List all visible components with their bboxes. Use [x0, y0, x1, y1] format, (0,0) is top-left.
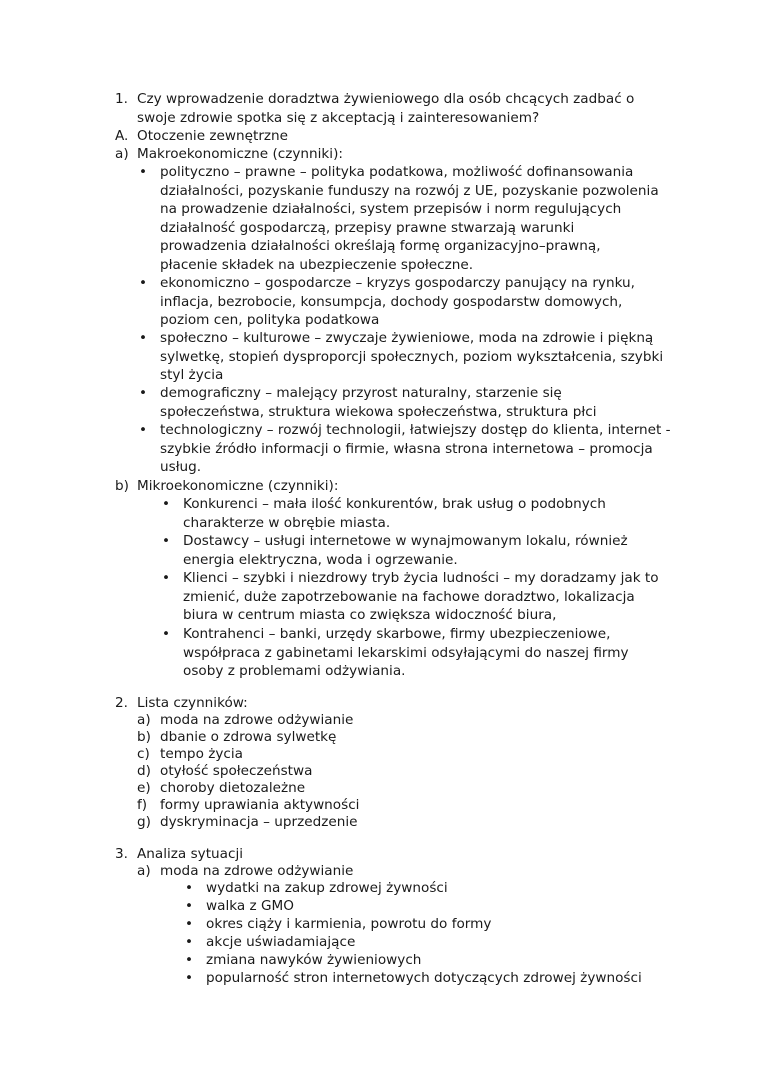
macro-item-demographic: demograficzny – malejący przyrost naturalny, starzenie się społeczeństwa, struktura wiekowa społeczeństwa, struktura płci: [160, 385, 597, 420]
bullet-icon: •: [139, 164, 148, 180]
q2-item: moda na zdrowe odżywianie: [160, 712, 354, 728]
bullet-icon: •: [185, 952, 194, 968]
micro-marker: b): [115, 478, 129, 494]
q2-item-marker: f): [137, 797, 148, 813]
q2-item: dyskryminacja – uprzedzenie: [160, 814, 358, 830]
q3-number: 3.: [115, 846, 128, 862]
macro-item-political: polityczno – prawne – polityka podatkowa, możliwość dofinansowania działalności, pozyskanie funduszy na rozwój z UE, pozyskanie pozwolenia na prowadzenie działalności, system przepisów i norm regulujących działalność gospodarczą, przepisy prawne stwarzają warunki prowadzenia działalności określają formę organizacyjno–prawną, płacenie składek na ubezpieczenie społeczne.: [160, 164, 659, 273]
bullet-icon: •: [185, 898, 194, 914]
bullet-icon: •: [162, 570, 171, 586]
q3-sub-title: moda na zdrowe odżywianie: [160, 863, 354, 879]
macro-marker: a): [115, 146, 129, 162]
q2-item: tempo życia: [160, 746, 243, 762]
q3-title: Analiza sytuacji: [137, 846, 244, 862]
q1-question-text: Czy wprowadzenie doradztwa żywieniowego dla osób chcących zadbać o swoje zdrowie spotka się z akceptacją i zainteresowaniem?: [137, 91, 635, 126]
q2-item: choroby dietozależne: [160, 780, 306, 796]
macro-item-social: społeczno – kulturowe – zwyczaje żywieniowe, moda na zdrowie i piękną sylwetkę, stopień dysproporcji społecznych, poziom wykształcenia, szybki styl życia: [160, 330, 664, 383]
q2-item-marker: c): [137, 746, 150, 762]
q2-item: formy uprawiania aktywności: [160, 797, 360, 813]
q3-bullet-item: okres ciąży i karmienia, powrotu do formy: [206, 916, 492, 932]
bullet-icon: •: [185, 934, 194, 950]
macro-title: Makroekonomiczne (czynniki):: [137, 146, 343, 162]
q3-sub-marker: a): [137, 863, 151, 879]
q2-item-marker: b): [137, 729, 151, 745]
bullet-icon: •: [185, 916, 194, 932]
bullet-icon: •: [185, 880, 194, 896]
macro-item-technological: technologiczny – rozwój technologii, łatwiejszy dostęp do klienta, internet - szybkie źródło informacji o firmie, własna strona internetowa – promocja usług.: [160, 422, 671, 475]
micro-item-suppliers: Dostawcy – usługi internetowe w wynajmowanym lokalu, również energia elektryczna, woda i ogrzewanie.: [183, 533, 628, 568]
bullet-icon: •: [139, 385, 148, 401]
section-a-marker: A.: [115, 128, 129, 144]
q2-item-marker: g): [137, 814, 151, 830]
q3-bullet-item: walka z GMO: [206, 898, 294, 914]
bullet-icon: •: [139, 422, 148, 438]
q2-item: otyłość społeczeństwa: [160, 763, 313, 779]
q3-bullet-item: zmiana nawyków żywieniowych: [206, 952, 422, 968]
q2-title: Lista czynników:: [137, 695, 248, 711]
q2-item: dbanie o zdrowa sylwetkę: [160, 729, 337, 745]
bullet-icon: •: [162, 626, 171, 642]
bullet-icon: •: [139, 275, 148, 291]
micro-item-contractors: Kontrahenci – banki, urzędy skarbowe, firmy ubezpieczeniowe, współpraca z gabinetami lekarskimi odsyłającymi do naszej firmy osoby z problemami odżywiania.: [183, 626, 629, 679]
macro-item-economic: ekonomiczno – gospodarcze – kryzys gospodarczy panujący na rynku, inflacja, bezrobocie, konsumpcja, dochody gospodarstw domowych, poziom cen, polityka podatkowa: [160, 275, 635, 328]
bullet-icon: •: [185, 970, 194, 986]
micro-item-clients: Klienci – szybki i niezdrowy tryb życia ludności – my doradzamy jak to zmienić, duże zapotrzebowanie na fachowe doradztwo, lokalizacja biura w centrum miasta co zwiększa widoczność biura,: [183, 570, 659, 623]
q2-item-marker: e): [137, 780, 151, 796]
q3-bullet-item: wydatki na zakup zdrowej żywności: [206, 880, 448, 896]
bullet-icon: •: [162, 496, 171, 512]
q2-item-marker: d): [137, 763, 151, 779]
q3-bullet-item: popularność stron internetowych dotyczących zdrowej żywności: [206, 970, 642, 986]
q2-item-marker: a): [137, 712, 151, 728]
bullet-icon: •: [139, 330, 148, 346]
micro-title: Mikroekonomiczne (czynniki):: [137, 478, 339, 494]
bullet-icon: •: [162, 533, 171, 549]
micro-item-competitors: Konkurenci – mała ilość konkurentów, brak usług o podobnych charakterze w obrębie miasta.: [183, 496, 606, 531]
q2-number: 2.: [115, 695, 128, 711]
q1-number: 1.: [115, 91, 128, 107]
section-a-title: Otoczenie zewnętrzne: [137, 128, 289, 144]
q3-bullet-item: akcje uświadamiające: [206, 934, 356, 950]
